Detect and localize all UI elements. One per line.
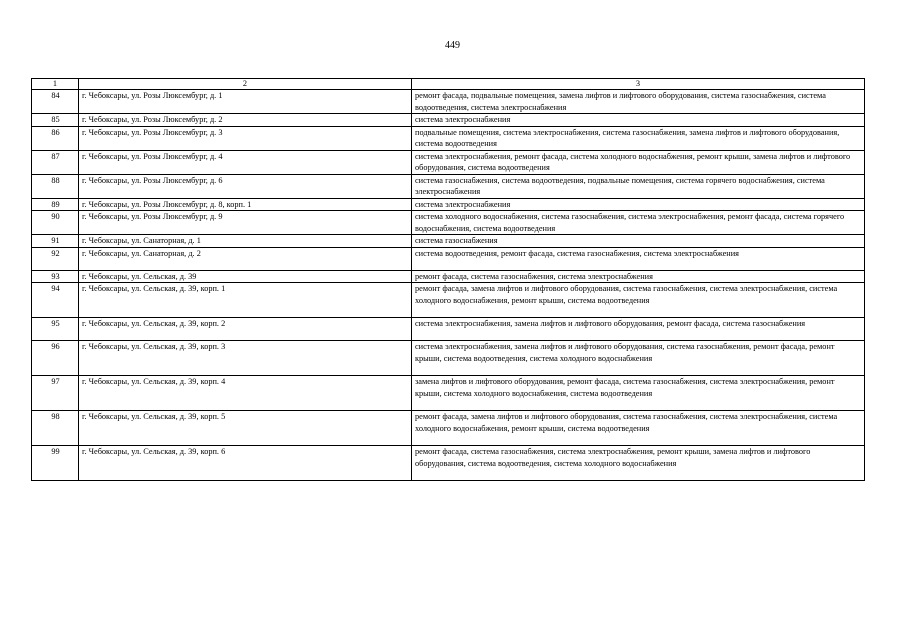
table-row	[32, 411, 865, 446]
works-cell: система электроснабжения, замена лифтов и лифтового оборудования, ремонт фасада, система газоснабжения	[412, 318, 865, 341]
row-number: 89	[32, 198, 79, 211]
works-cell: система электроснабжения, ремонт фасада, система холодного водоснабжения, ремонт крыши, замена лифтов и лифтового оборудования, система водоотведения	[412, 150, 865, 174]
row-number: 92	[32, 247, 79, 270]
row-number: 97	[32, 376, 79, 411]
address-cell: г. Чебоксары, ул. Сельская, д. 39, корп. 2	[79, 318, 412, 341]
address-cell: г. Чебоксары, ул. Сельская, д. 39, корп. 3	[79, 341, 412, 376]
address-cell: г. Чебоксары, ул. Розы Люксембург, д. 1	[79, 90, 412, 114]
address-cell: г. Чебоксары, ул. Розы Люксембург, д. 2	[79, 114, 412, 127]
table-row	[32, 376, 865, 411]
table-row	[32, 198, 865, 211]
works-cell: ремонт фасада, система газоснабжения, система электроснабжения	[412, 270, 865, 283]
column-number-2: 2	[79, 79, 412, 90]
row-number: 88	[32, 174, 79, 198]
works-table	[31, 78, 865, 481]
row-number: 93	[32, 270, 79, 283]
works-cell: система электроснабжения	[412, 198, 865, 211]
row-number: 95	[32, 318, 79, 341]
address-cell: г. Чебоксары, ул. Санаторная, д. 1	[79, 235, 412, 248]
row-number: 91	[32, 235, 79, 248]
address-cell: г. Чебоксары, ул. Розы Люксембург, д. 6	[79, 174, 412, 198]
row-number: 94	[32, 283, 79, 318]
address-cell: г. Чебоксары, ул. Розы Люксембург, д. 9	[79, 211, 412, 235]
table-row	[32, 283, 865, 318]
address-cell: г. Чебоксары, ул. Сельская, д. 39, корп. 5	[79, 411, 412, 446]
address-cell: г. Чебоксары, ул. Розы Люксембург, д. 3	[79, 126, 412, 150]
works-cell: подвальные помещения, система электроснабжения, система газоснабжения, замена лифтов и лифтового оборудования, система водоотведения	[412, 126, 865, 150]
address-cell: г. Чебоксары, ул. Розы Люксембург, д. 8, корп. 1	[79, 198, 412, 211]
table-row	[32, 150, 865, 174]
address-cell: г. Чебоксары, ул. Сельская, д. 39, корп. 6	[79, 446, 412, 481]
address-cell: г. Чебоксары, ул. Сельская, д. 39	[79, 270, 412, 283]
works-cell: замена лифтов и лифтового оборудования, ремонт фасада, система газоснабжения, система электроснабжения, ремонт крыши, система холодного водоснабжения, система водоотведения	[412, 376, 865, 411]
row-number: 98	[32, 411, 79, 446]
table-row	[32, 341, 865, 376]
table-row	[32, 114, 865, 127]
column-number-row	[32, 79, 865, 90]
row-number: 99	[32, 446, 79, 481]
table-row	[32, 247, 865, 270]
address-cell: г. Чебоксары, ул. Сельская, д. 39, корп. 4	[79, 376, 412, 411]
table-row	[32, 90, 865, 114]
works-cell: система электроснабжения, замена лифтов и лифтового оборудования, система газоснабжения, ремонт фасада, ремонт крыши, система водоотведения, система холодного водоснабжения	[412, 341, 865, 376]
address-cell: г. Чебоксары, ул. Сельская, д. 39, корп. 1	[79, 283, 412, 318]
works-cell: ремонт фасада, подвальные помещения, замена лифтов и лифтового оборудования, система газоснабжения, система водоотведения, система электроснабжения	[412, 90, 865, 114]
works-cell: система газоснабжения, система водоотведения, подвальные помещения, система горячего водоснабжения, система электроснабжения	[412, 174, 865, 198]
page-number: 449	[445, 40, 460, 51]
table-row	[32, 126, 865, 150]
row-number: 85	[32, 114, 79, 127]
row-number: 84	[32, 90, 79, 114]
table-row	[32, 318, 865, 341]
works-cell: ремонт фасада, замена лифтов и лифтового оборудования, система газоснабжения, система электроснабжения, система холодного водоснабжения, ремонт крыши, система водоотведения	[412, 411, 865, 446]
table-row	[32, 270, 865, 283]
works-cell: ремонт фасада, замена лифтов и лифтового оборудования, система газоснабжения, система электроснабжения, система холодного водоснабжения, ремонт крыши, система водоотведения	[412, 283, 865, 318]
works-cell: система холодного водоснабжения, система газоснабжения, система электроснабжения, ремонт фасада, система горячего водоснабжения, система водоотведения	[412, 211, 865, 235]
row-number: 96	[32, 341, 79, 376]
table-row	[32, 174, 865, 198]
row-number: 90	[32, 211, 79, 235]
address-cell: г. Чебоксары, ул. Розы Люксембург, д. 4	[79, 150, 412, 174]
column-number-1: 1	[32, 79, 79, 90]
row-number: 87	[32, 150, 79, 174]
table-row	[32, 211, 865, 235]
column-number-3: 3	[412, 79, 865, 90]
table-row	[32, 235, 865, 248]
works-cell: система электроснабжения	[412, 114, 865, 127]
address-cell: г. Чебоксары, ул. Санаторная, д. 2	[79, 247, 412, 270]
works-cell: система газоснабжения	[412, 235, 865, 248]
table-row	[32, 446, 865, 481]
works-cell: система водоотведения, ремонт фасада, система газоснабжения, система электроснабжения	[412, 247, 865, 270]
row-number: 86	[32, 126, 79, 150]
works-cell: ремонт фасада, система газоснабжения, система электроснабжения, ремонт крыши, замена лифтов и лифтового оборудования, система водоотведения, система холодного водоснабжения	[412, 446, 865, 481]
table-body	[32, 79, 865, 481]
